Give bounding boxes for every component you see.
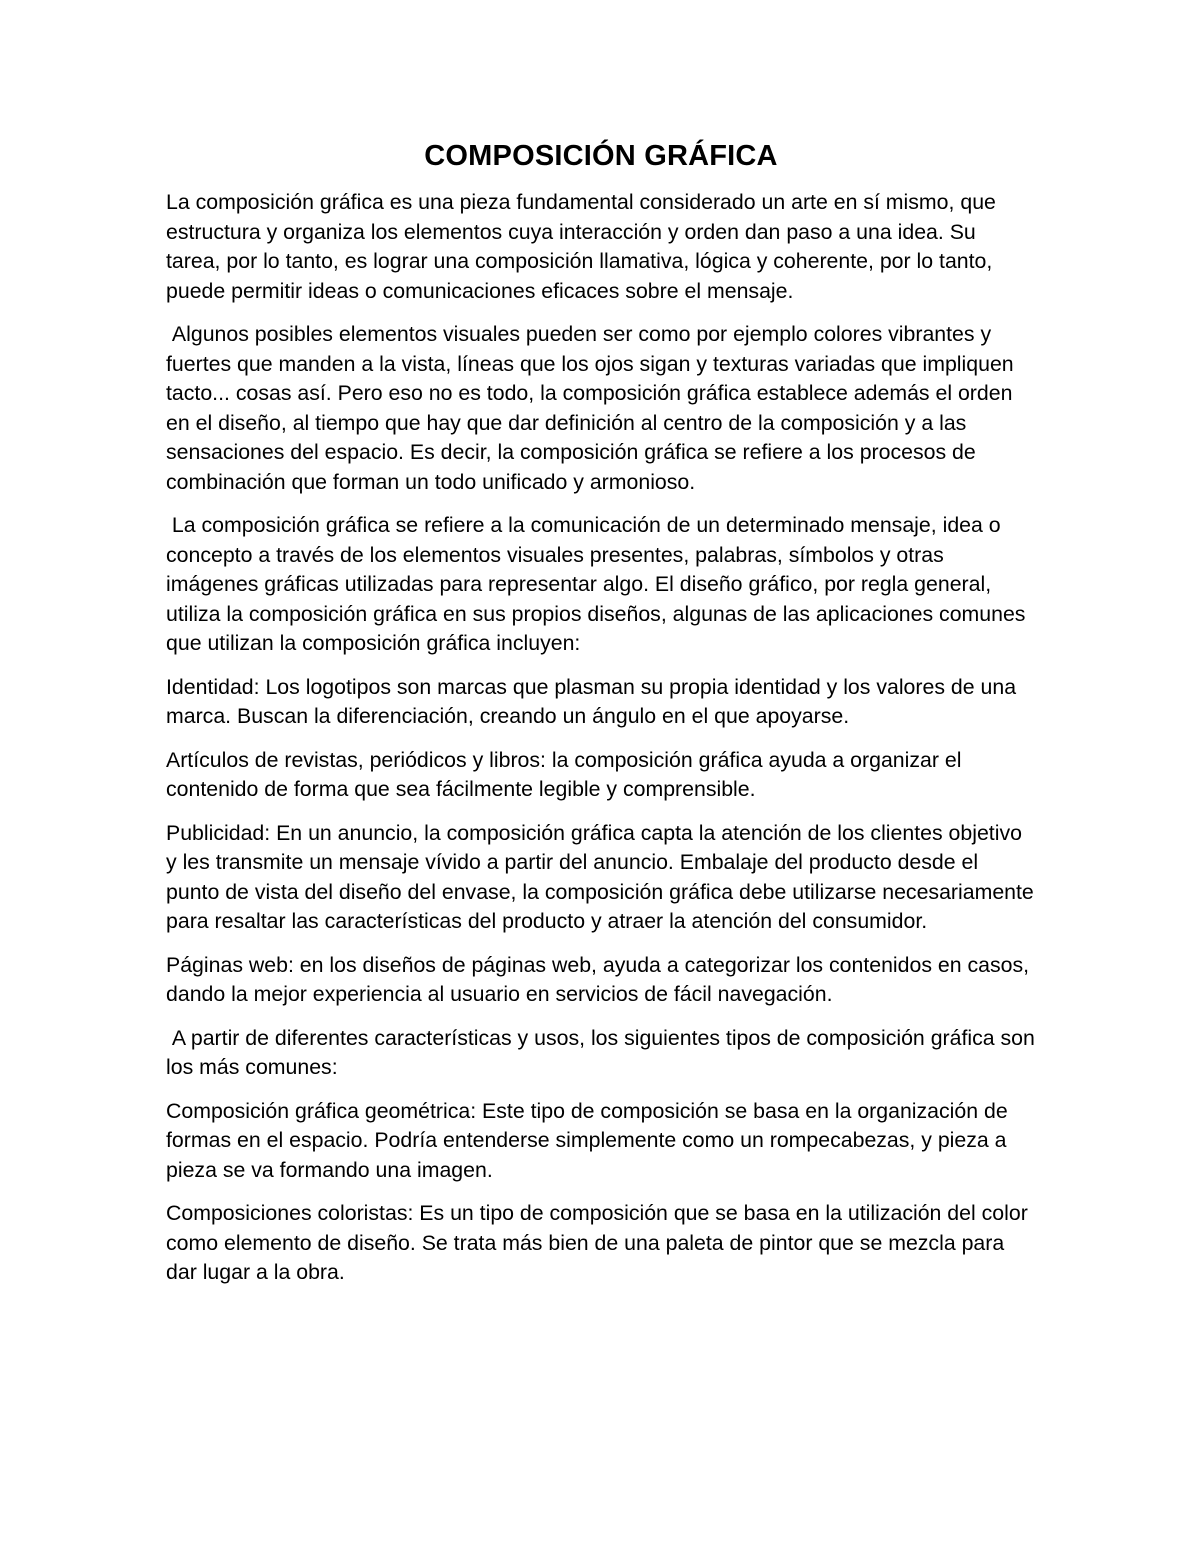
document-title: COMPOSICIÓN GRÁFICA (424, 140, 778, 172)
document-body (166, 138, 1041, 1302)
paragraph-types-intro: A partir de diferentes características y usos, los siguientes tipos de composición gráfica son los más comunes: (166, 1025, 1041, 1079)
paragraph-visual-elements: Algunos posibles elementos visuales pueden ser como por ejemplo colores vibrantes y fuertes que manden a la vista, líneas que los ojos sigan y texturas variadas que impliquen tacto... cosas así. Pero eso no es todo, la composición gráfica establece además el orden en el diseño, al tiempo que hay que dar definición al centro de la composición y a las sensaciones del espacio. Es decir, la composición gráfica se refiere a los procesos de combinación que forman un todo unificado y armonioso. (166, 322, 1020, 494)
paragraph-intro: La composición gráfica es una pieza fundamental considerado un arte en sí mismo, que estructura y organiza los elementos cuya interacción y orden dan paso a una idea. Su tarea, por lo tanto, es lograr una composición llamativa, lógica y coherente, por lo tanto, puede permitir ideas o comunicaciones eficaces sobre el mensaje. (166, 190, 1002, 303)
paragraph-communication: La composición gráfica se refiere a la comunicación de un determinado mensaje, idea o concepto a través de los elementos visuales presentes, palabras, símbolos y otras imágenes gráficas utilizadas para representar algo. El diseño gráfico, por regla general, utiliza la composición gráfica en sus propios diseños, algunas de las aplicaciones comunes que utilizan la composición gráfica incluyen: (166, 513, 1032, 655)
paragraph-colorist: Composiciones coloristas: Es un tipo de composición que se basa en la utilización del color como elemento de diseño. Se trata más bien de una paleta de pintor que se mezcla para dar lugar a la obra. (166, 1201, 1034, 1284)
paragraph-articles: Artículos de revistas, periódicos y libros: la composición gráfica ayuda a organizar el contenido de forma que sea fácilmente legible y comprensible. (166, 747, 968, 801)
paragraph-identity: Identidad: Los logotipos son marcas que plasman su propia identidad y los valores de una marca. Buscan la diferenciación, creando un ángulo en el que apoyarse. (166, 674, 1022, 728)
paragraph-advertising: Publicidad: En un anuncio, la composición gráfica capta la atención de los clientes objetivo y les transmite un mensaje vívido a partir del anuncio. Embalaje del producto desde el punto de vista del diseño del envase, la composición gráfica debe utilizarse necesariamente para resaltar las características del producto y atraer la atención del consumidor. (166, 820, 1040, 933)
paragraph-geometric: Composición gráfica geométrica: Este tipo de composición se basa en la organización de formas en el espacio. Podría entenderse simplemente como un rompecabezas, y pieza a pieza se va formando una imagen. (166, 1098, 1014, 1182)
paragraph-web-pages: Páginas web: en los diseños de páginas web, ayuda a categorizar los contenidos en casos, dando la mejor experiencia al usuario en servicios de fácil navegación. (166, 952, 1035, 1006)
